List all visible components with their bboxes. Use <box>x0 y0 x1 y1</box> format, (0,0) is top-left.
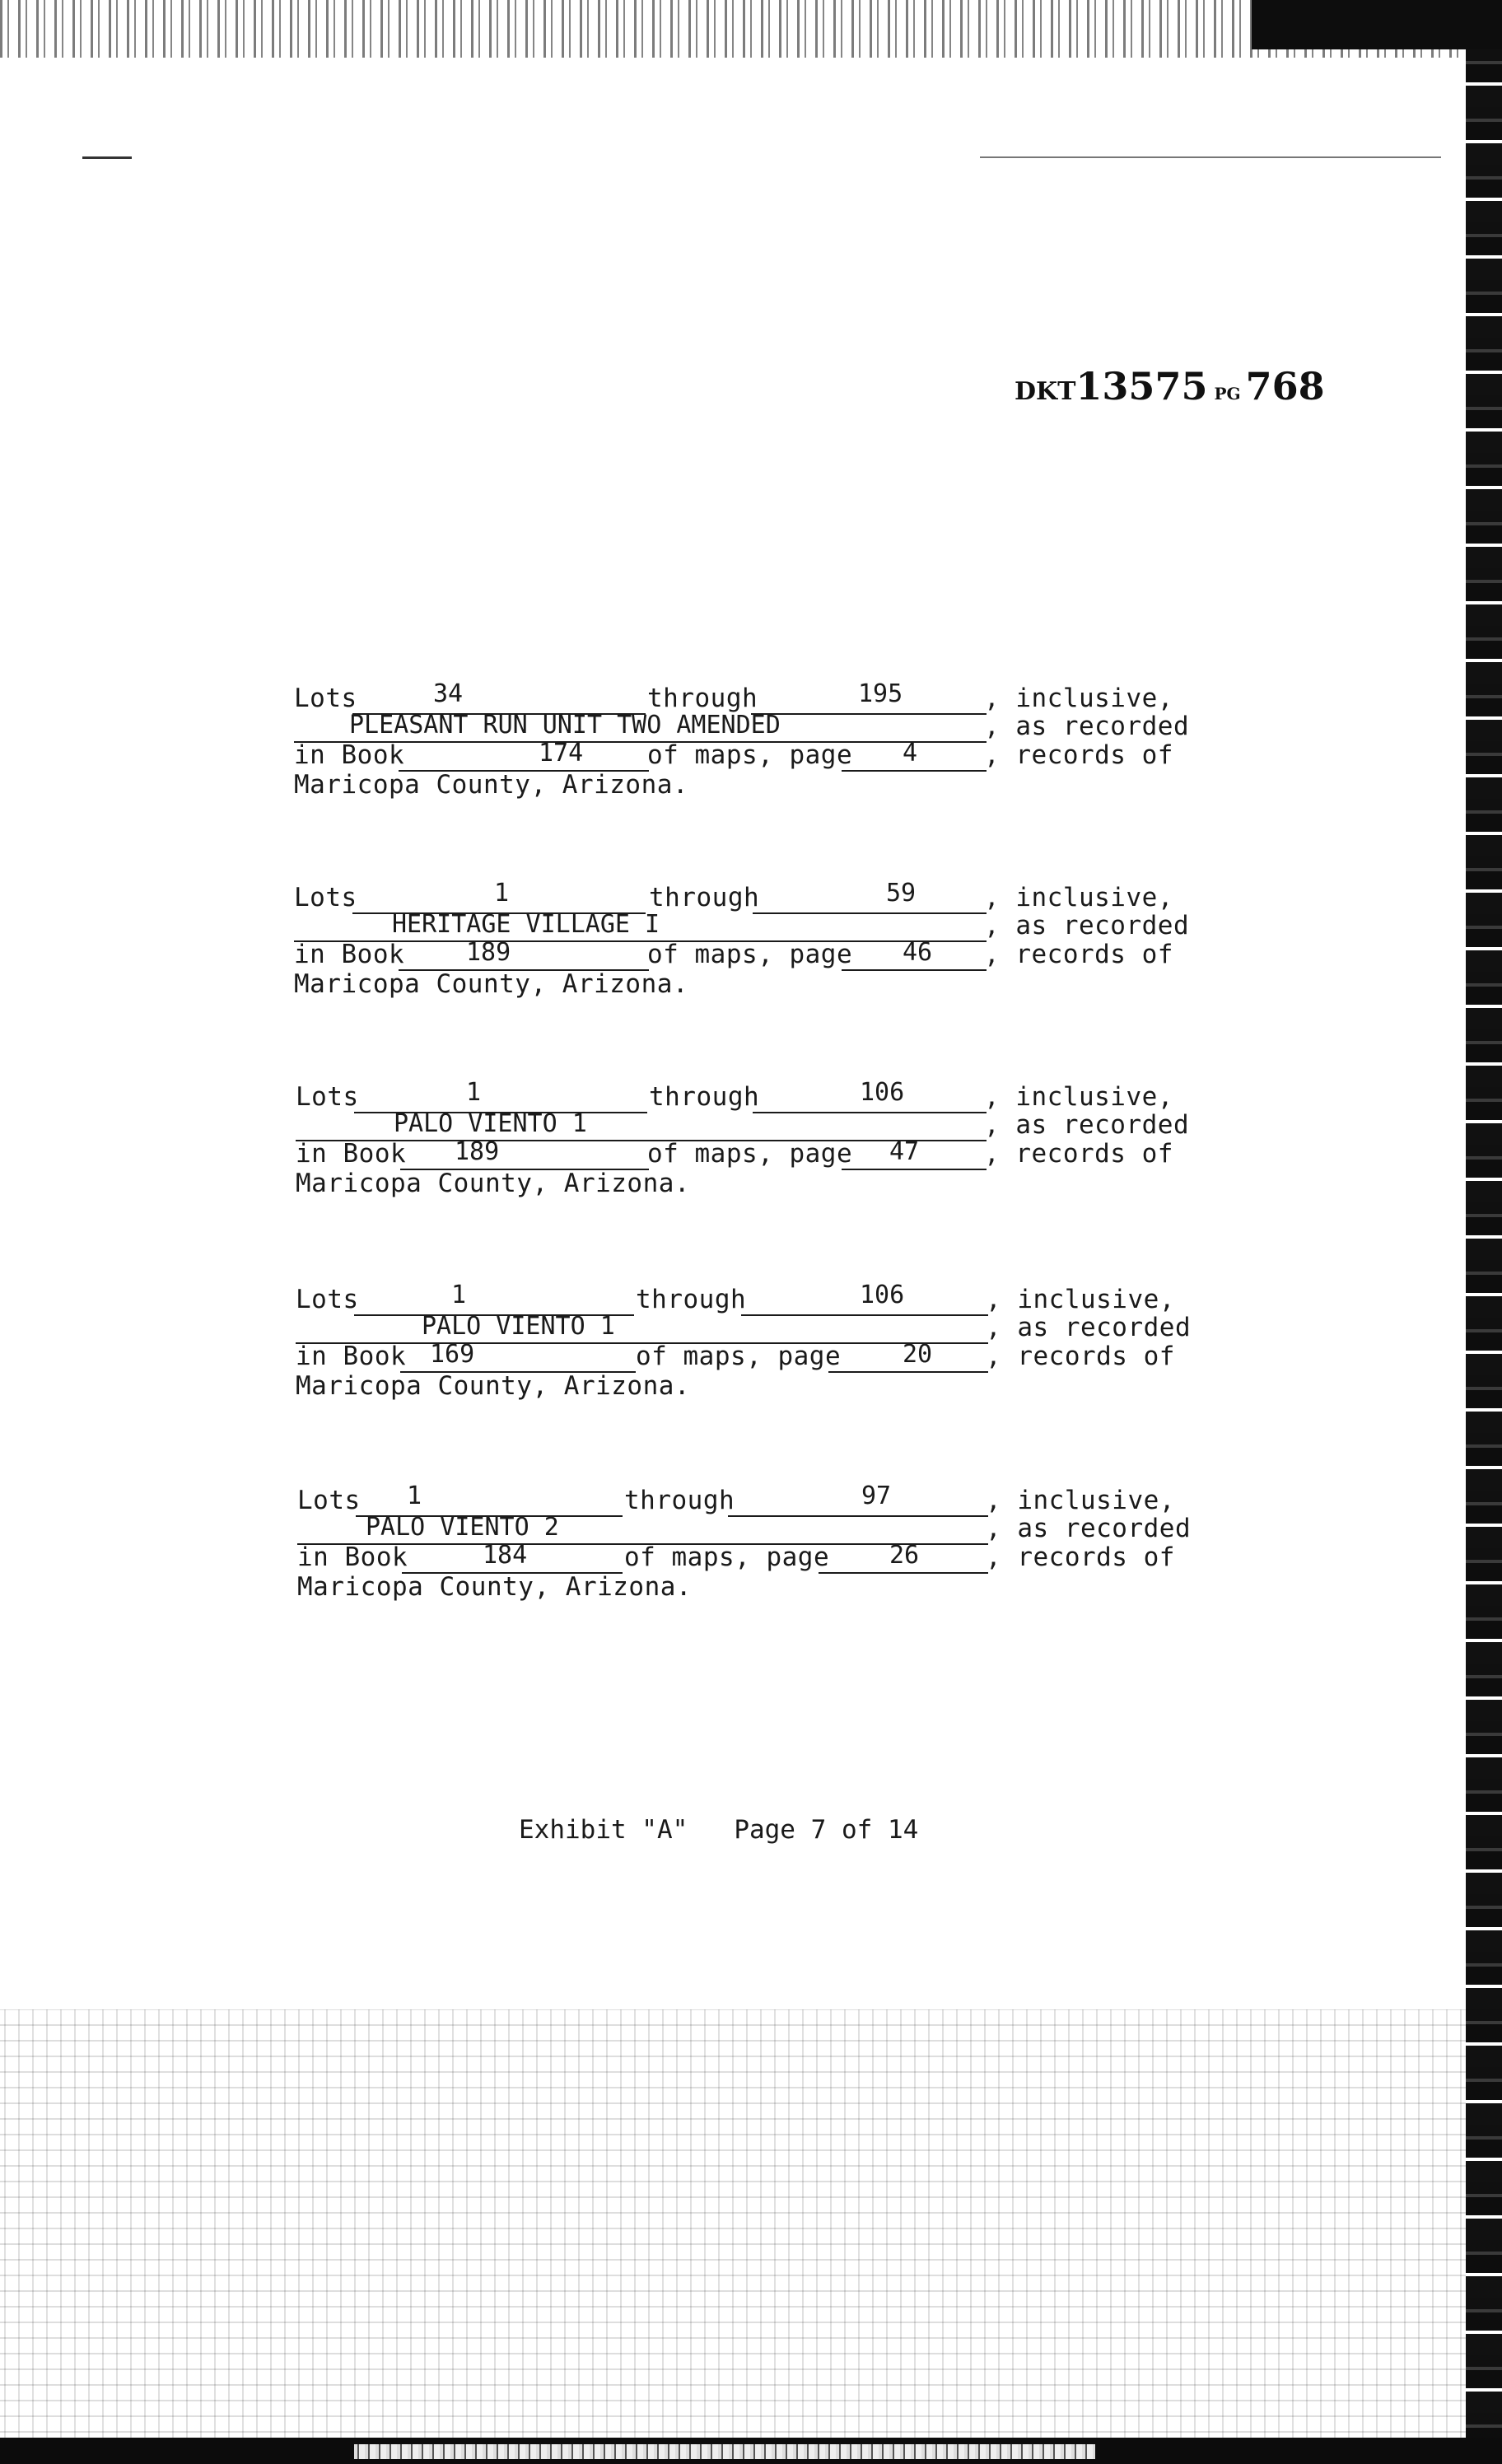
lot-to-rule <box>728 1515 988 1517</box>
lots-label: Lots <box>296 1082 359 1112</box>
in-book-label: in Book <box>296 1139 407 1169</box>
through-label: through <box>647 684 758 713</box>
county-line: Maricopa County, Arizona. <box>296 1169 691 1198</box>
lot-to-value: 106 <box>860 1078 905 1107</box>
in-book-label: in Book <box>296 1342 407 1371</box>
of-maps-page-label: of maps, page <box>647 740 853 770</box>
inclusive-label: , inclusive, <box>984 1082 1173 1112</box>
page-rule <box>842 969 987 971</box>
subdivision-name: PALO VIENTO 1 <box>394 1109 587 1138</box>
page-rule <box>828 1371 988 1373</box>
in-book-label: in Book <box>297 1542 408 1572</box>
docket-number: 13575 <box>1075 364 1208 408</box>
page-number: 768 <box>1245 364 1325 408</box>
lot-from-value: 1 <box>466 1078 482 1107</box>
lot-from-value: 1 <box>407 1482 422 1510</box>
page-value: 20 <box>903 1340 933 1369</box>
page-indicator: Page 7 of 14 <box>734 1815 919 1845</box>
lots-label: Lots <box>294 684 357 713</box>
lot-to-value: 195 <box>858 679 903 708</box>
records-of-label: , records of <box>986 1342 1175 1371</box>
records-of-label: , records of <box>986 1542 1175 1572</box>
page-prefix: PG <box>1214 384 1241 404</box>
lot-from-value: 1 <box>494 879 510 908</box>
book-value: 189 <box>466 938 511 967</box>
through-label: through <box>624 1486 735 1515</box>
through-label: through <box>649 1082 760 1112</box>
book-value: 189 <box>455 1137 500 1166</box>
page-value: 47 <box>889 1137 920 1166</box>
county-line: Maricopa County, Arizona. <box>294 969 689 999</box>
lot-to-value: 106 <box>860 1281 905 1309</box>
lots-label: Lots <box>296 1285 359 1314</box>
county-line: Maricopa County, Arizona. <box>296 1371 691 1401</box>
page-value: 4 <box>903 739 918 768</box>
docket-prefix: DKT <box>1015 377 1076 406</box>
of-maps-page-label: of maps, page <box>647 1139 853 1169</box>
book-value: 174 <box>539 739 584 768</box>
of-maps-page-label: of maps, page <box>647 940 853 969</box>
scan-rule-left <box>82 156 132 159</box>
as-recorded-label: , as recorded <box>984 712 1190 741</box>
lot-to-rule <box>751 713 987 715</box>
inclusive-label: , inclusive, <box>986 1486 1175 1515</box>
through-label: through <box>649 883 760 912</box>
scan-rule-right <box>980 156 1441 158</box>
lot-to-value: 97 <box>861 1482 892 1510</box>
county-line: Maricopa County, Arizona. <box>297 1572 693 1602</box>
inclusive-label: , inclusive, <box>984 883 1173 912</box>
as-recorded-label: , as recorded <box>986 1313 1192 1342</box>
of-maps-page-label: of maps, page <box>624 1542 830 1572</box>
in-book-label: in Book <box>294 740 405 770</box>
of-maps-page-label: of maps, page <box>636 1342 842 1371</box>
scan-artifact-bottom-noise <box>0 2009 1466 2438</box>
records-of-label: , records of <box>984 740 1173 770</box>
lot-to-value: 59 <box>886 879 917 908</box>
page-rule <box>842 1169 987 1170</box>
page-rule <box>842 770 987 772</box>
records-of-label: , records of <box>984 1139 1173 1169</box>
lot-to-rule <box>753 1112 987 1113</box>
lot-to-rule <box>753 912 987 914</box>
page-rule <box>819 1572 988 1574</box>
lots-label: Lots <box>297 1486 361 1515</box>
inclusive-label: , inclusive, <box>984 684 1173 713</box>
lots-label: Lots <box>294 883 357 912</box>
book-value: 184 <box>483 1541 528 1570</box>
scan-artifact-bottom-strip <box>354 2444 1095 2459</box>
scan-artifact-top-corner <box>1252 0 1502 49</box>
subdivision-name: HERITAGE VILLAGE I <box>392 910 660 939</box>
exhibit-label: Exhibit "A" <box>519 1815 688 1845</box>
page-value: 26 <box>889 1541 920 1570</box>
subdivision-name: PALO VIENTO 2 <box>366 1513 559 1542</box>
scan-artifact-right-edge <box>1466 49 1502 2464</box>
page-value: 46 <box>903 938 933 967</box>
subdivision-name: PLEASANT RUN UNIT TWO AMENDED <box>349 711 781 740</box>
inclusive-label: , inclusive, <box>986 1285 1175 1314</box>
lot-to-rule <box>741 1314 988 1316</box>
county-line: Maricopa County, Arizona. <box>294 770 689 800</box>
exhibit-footer <box>519 1815 918 1845</box>
lot-from-value: 1 <box>451 1281 467 1309</box>
through-label: through <box>636 1285 747 1314</box>
in-book-label: in Book <box>294 940 405 969</box>
lot-from-value: 34 <box>433 679 464 708</box>
records-of-label: , records of <box>984 940 1173 969</box>
subdivision-name: PALO VIENTO 1 <box>422 1312 615 1341</box>
book-value: 169 <box>430 1340 475 1369</box>
as-recorded-label: , as recorded <box>984 911 1190 940</box>
as-recorded-label: , as recorded <box>984 1110 1190 1140</box>
docket-reference <box>1015 364 1325 408</box>
as-recorded-label: , as recorded <box>986 1514 1192 1543</box>
